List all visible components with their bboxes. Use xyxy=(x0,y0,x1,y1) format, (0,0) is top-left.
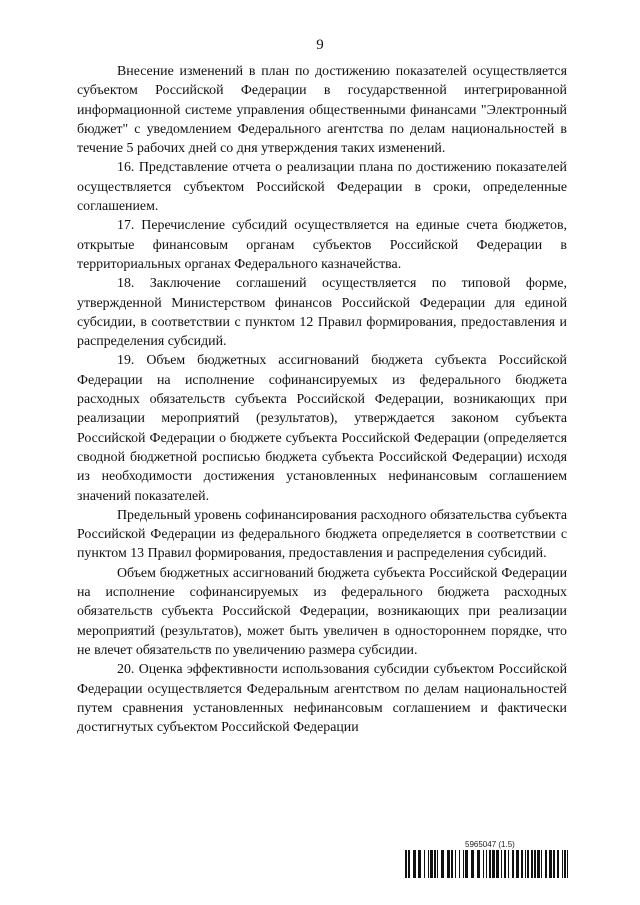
paragraph: Предельный уровень софинансирования расходного обязательства субъекта Российской Федерации из федерального бюджета определяется в соответствии с пунктом 13 Правил формирования, предоставления и распределения субсидий. xyxy=(77,507,567,562)
paragraph: 20. Оценка эффективности использования субсидии субъектом Российской Федерации осуществляется Федеральным агентством по делам национальностей путем сравнения установленных нефинансовым соглашением и фактически достигнутых субъектом Российской Федерации xyxy=(77,662,567,736)
paragraph: 17. Перечисление субсидий осуществляется на единые счета бюджетов, открытые финансовым органам субъектов Российской Федерации в территориальных органах Федерального казначейства. xyxy=(77,218,567,272)
paragraph: 18. Заключение соглашений осуществляется по типовой форме, утвержденной Министерством финансов Российской Федерации для единой субсидии, в соответствии с пунктом 12 Правил формирования, предоставления и распределения субсидий. xyxy=(77,276,567,350)
barcode-block xyxy=(405,840,570,880)
page-number: 9 xyxy=(316,37,324,53)
paragraph: 19. Объем бюджетных ассигнований бюджета субъекта Российской Федерации на исполнение софинансируемых из федерального бюджета расходных обязательств субъекта Российской Федерации, возникающих при реализации мероприятий (результатов), утверждается законом субъекта Российской Федерации о бюджете субъекта Российской Федерации (определяется сводной бюджетной росписью бюджета субъекта Российской Федерации) исходя из необходимости достижения установленных нефинансовым соглашением значений показателей. xyxy=(77,353,567,504)
paragraph: Внесение изменений в план по достижению показателей осуществляется субъектом Российской Федерации в государственной интегрированной информационной системе управления общественными финансами "Электронный бюджет" с уведомлением Федерального агентства по делам национальностей в течение 5 рабочих дней со дня утверждения таких изменений. xyxy=(77,64,567,157)
document-body xyxy=(77,62,567,737)
barcode-icon xyxy=(405,850,570,878)
paragraph: 16. Представление отчета о реализации плана по достижению показателей осуществляется субъектом Российской Федерации в сроки, определенные соглашением. xyxy=(77,160,567,215)
document-id: 5965047 (1.5) xyxy=(465,840,515,849)
paragraph: Объем бюджетных ассигнований бюджета субъекта Российской Федерации на исполнение софинансируемых из федерального бюджета расходных обязательств субъекта Российской Федерации, возникающих при реализации мероприятий (результатов), может быть увеличен в одностороннем порядке, что не влечет обязательств по увеличению размера субсидии. xyxy=(77,565,567,658)
